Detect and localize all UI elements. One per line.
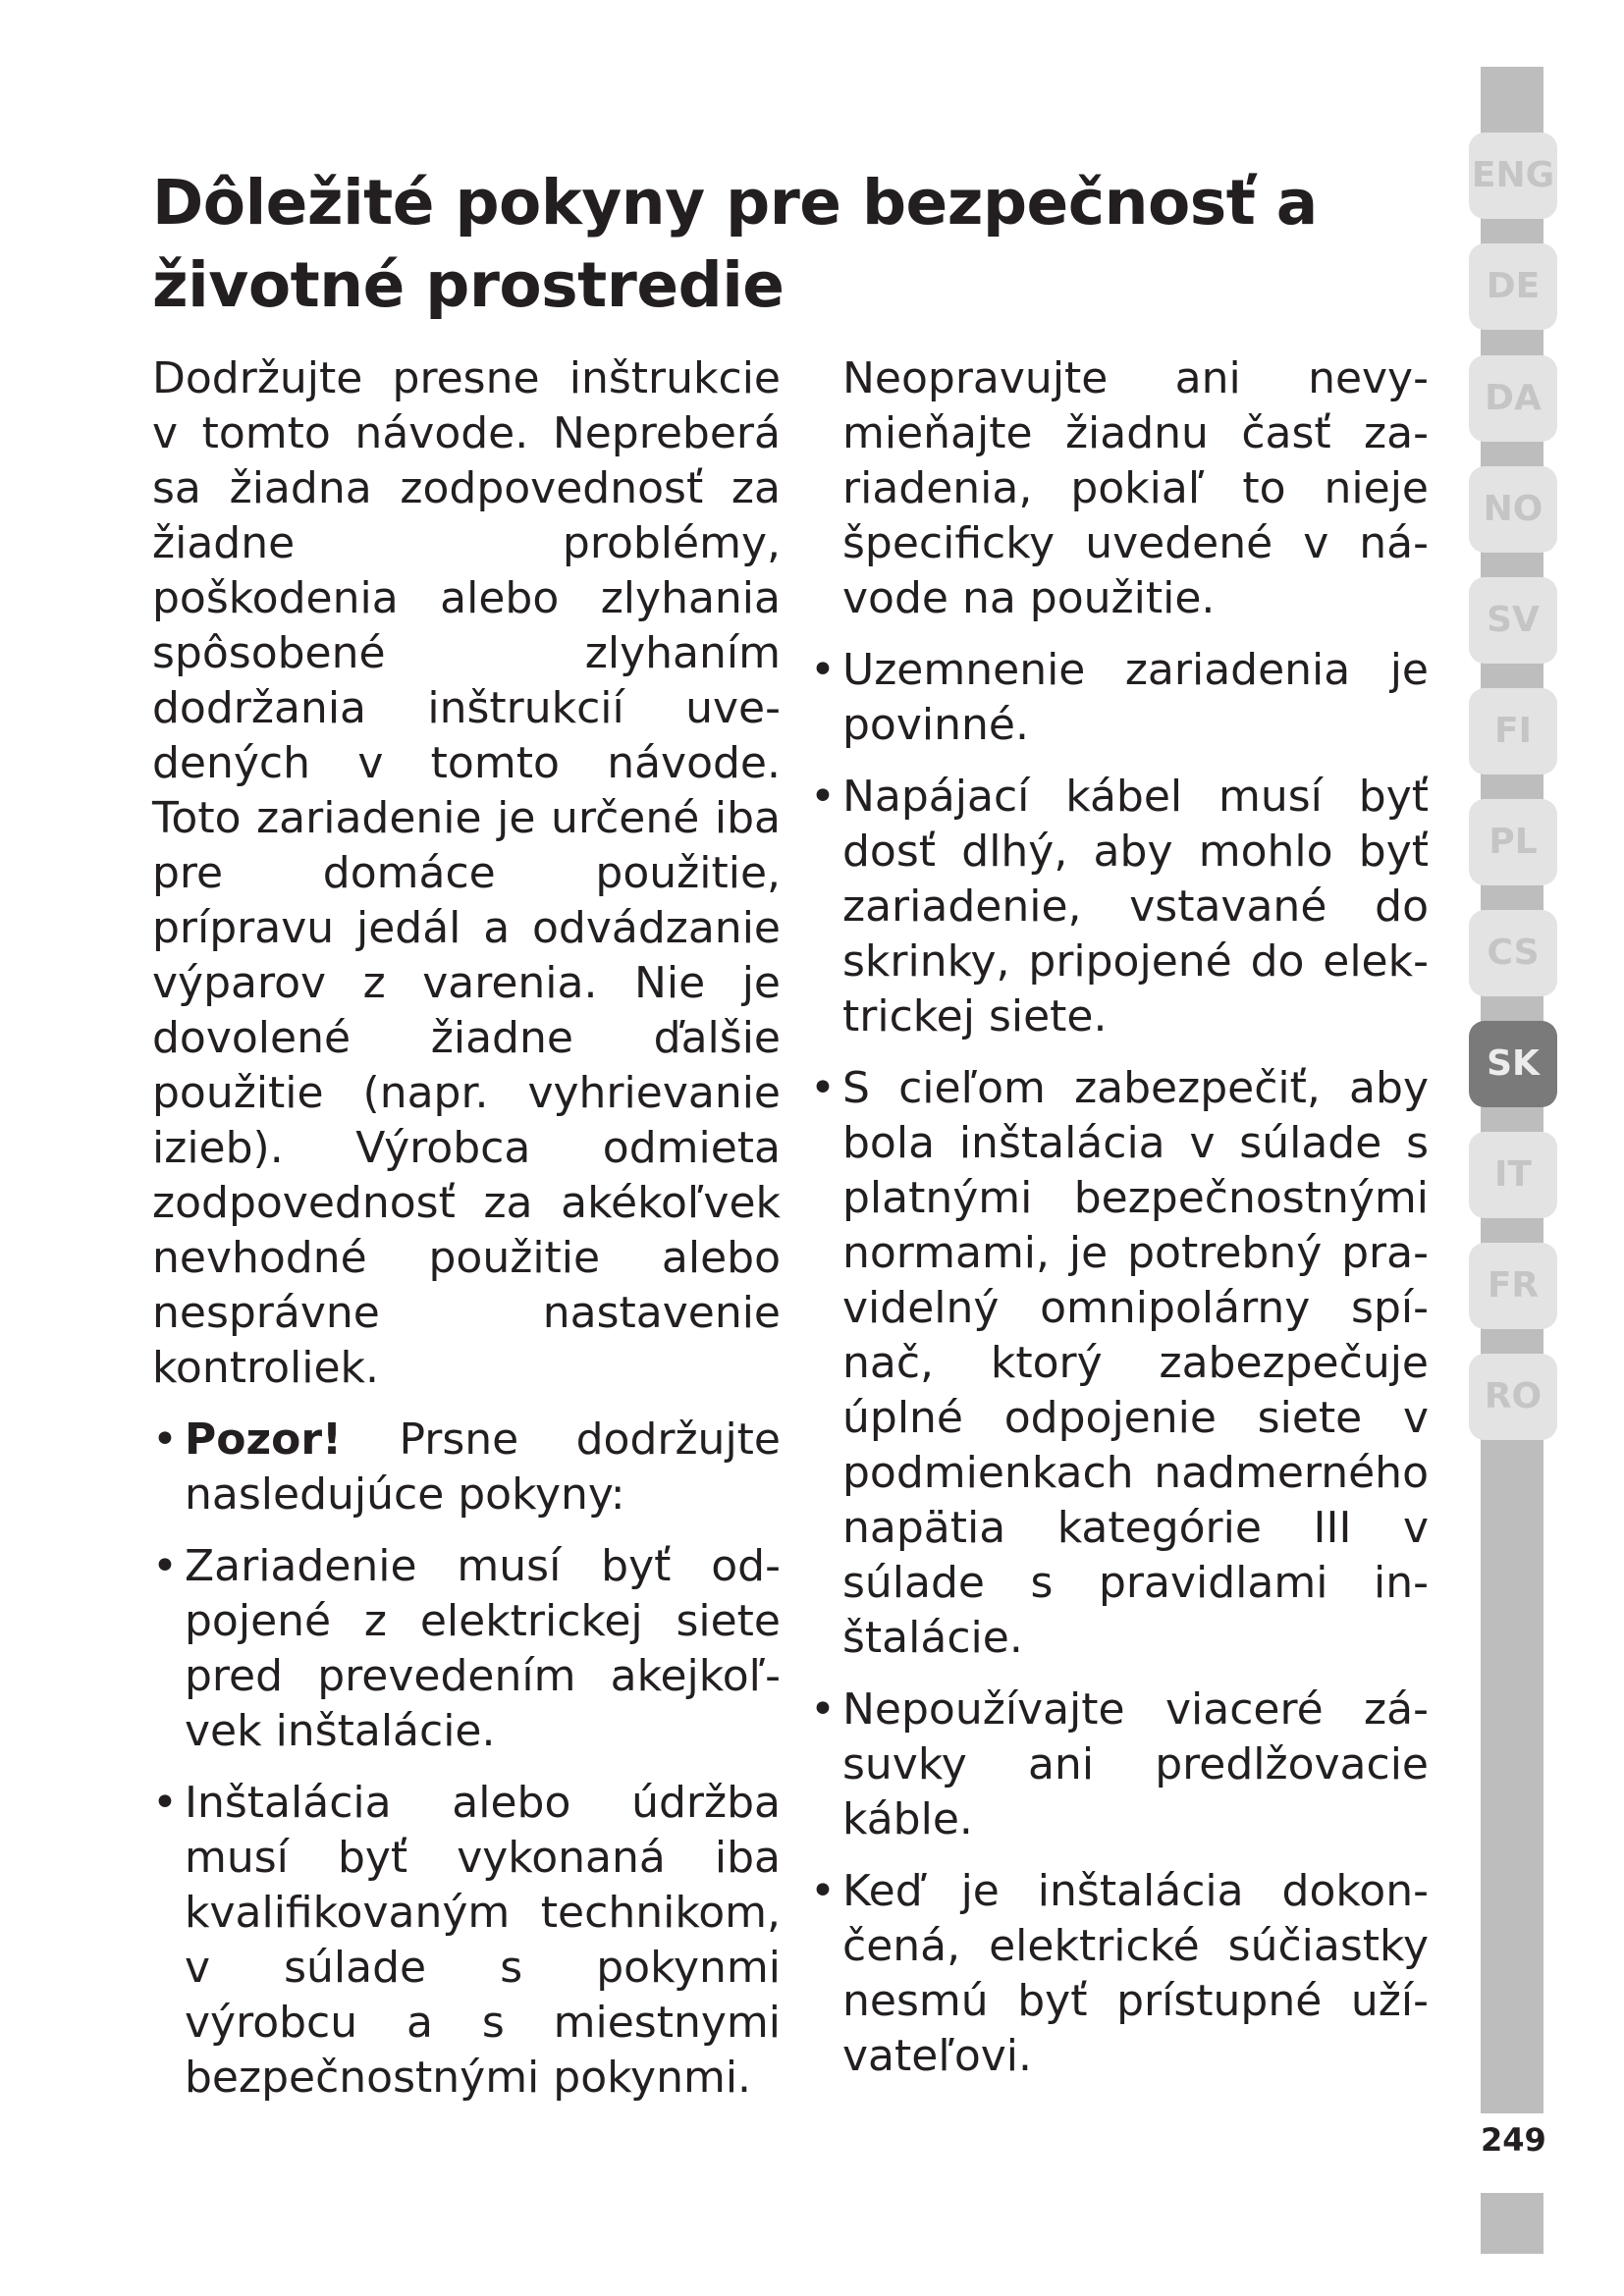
bullet-dot-icon: • (810, 1063, 836, 1113)
bullet-item-pozor (152, 1413, 781, 1522)
right-column (810, 351, 1429, 2084)
bullet-text: Zariadenie musí byť odpojené z elektrickej siete pred prevedením akejkoľvek inštalácie. (185, 1541, 781, 1756)
bullet-dot-icon: • (152, 1541, 178, 1591)
bullet-item-disconnect (152, 1539, 781, 1759)
page-title: Dôležité pokyny pre bezpečnosť a životné prostredie (152, 167, 1318, 321)
language-tab-fr[interactable]: FR (1469, 1243, 1557, 1329)
language-tab-pl[interactable]: PL (1469, 799, 1557, 885)
bullet-item-switch (810, 1061, 1429, 1666)
warning-label: Pozor! (185, 1415, 343, 1465)
bullet-text: Uzemnenie zariadenia je povinné. (842, 645, 1429, 750)
language-tab-fi[interactable]: FI (1469, 688, 1557, 774)
bullet-text: Nepoužívajte viaceré zásuvky ani predlžovacie káble. (842, 1684, 1429, 1844)
bullet-text: Napájací kábel musí byť dosť dlhý, aby mohlo byť zariadenie, vstavané do skrinky, pripojené do elektrickej siete. (842, 772, 1429, 1041)
left-bullet-list (152, 1413, 781, 2106)
bullet-text: S cieľom zabezpečiť, aby bola inštalácia v súlade s platnými bezpečnostnými normami, je potrebný pravidelný omnipolárny spínač, ktorý zabezpečuje úplné odpojenie siete v podmienkach nadmerného napätia kategórie III v súlade s pravidlami inštalácie. (842, 1063, 1429, 1663)
language-tab-cs[interactable]: CS (1469, 910, 1557, 996)
page-number: 249 (1481, 2121, 1546, 2159)
bullet-item-sockets (810, 1682, 1429, 1847)
bullet-dot-icon: • (810, 772, 836, 822)
bullet-dot-icon: • (810, 1684, 836, 1735)
language-tab-no[interactable]: NO (1469, 466, 1557, 553)
language-tab-sv[interactable]: SV (1469, 577, 1557, 664)
language-tab-eng[interactable]: ENG (1469, 133, 1557, 219)
language-tab-da[interactable]: DA (1469, 355, 1557, 442)
language-tab-de[interactable]: DE (1469, 243, 1557, 330)
language-tab-ro[interactable]: RO (1469, 1354, 1557, 1440)
bullet-item-cable (810, 770, 1429, 1044)
bullet-dot-icon: • (810, 645, 836, 695)
bullet-dot-icon: • (152, 1778, 178, 1828)
bullet-item-access (810, 1864, 1429, 2084)
right-intro-paragraph: Neopravujte ani nevymieňajte žiadnu časť zariadenia, pokiaľ to nieje špecificky uvedené v návode na použitie. (842, 353, 1429, 623)
bullet-text: Prsne dodržujte nasledujúce pokyny: (185, 1415, 781, 1520)
language-tab-it[interactable]: IT (1469, 1132, 1557, 1218)
bullet-item-grounding (810, 643, 1429, 753)
left-column (152, 351, 781, 2106)
side-bar-footer-block (1481, 2193, 1543, 2254)
language-tab-sk[interactable]: SK (1469, 1021, 1557, 1107)
bullet-item-installation (152, 1776, 781, 2106)
right-bullet-list (810, 643, 1429, 2084)
bullet-text: Inštalácia alebo údržba musí byť vykonaná iba kvalifikovaným technikom, v súlade s pokynmi výrobcu a s miestnymi bezpečnostnými pokynmi. (185, 1778, 781, 2103)
bullet-dot-icon: • (810, 1866, 836, 1916)
intro-paragraph: Dodržujte presne inštrukcie v tomto návode. Nepreberá sa žiadna zodpovednosť za žiadne problémy, poškodenia alebo zlyhania spôsobené zlyhaním dodržania inštrukcií uvedených v tomto návode. Toto zariadenie je určené iba pre domáce použitie, prípravu jedál a odvádzanie výparov z varenia. Nie je dovolené žiadne ďalšie použitie (napr. vyhrievanie izieb). Výrobca odmieta zodpovednosť za akékoľvek nevhodné použitie alebo nesprávne nastavenie kontroliek. (152, 353, 781, 1393)
bullet-dot-icon: • (152, 1415, 178, 1465)
bullet-text: Keď je inštalácia dokončená, elektrické súčiastky nesmú byť prístupné užívateľovi. (842, 1866, 1429, 2081)
